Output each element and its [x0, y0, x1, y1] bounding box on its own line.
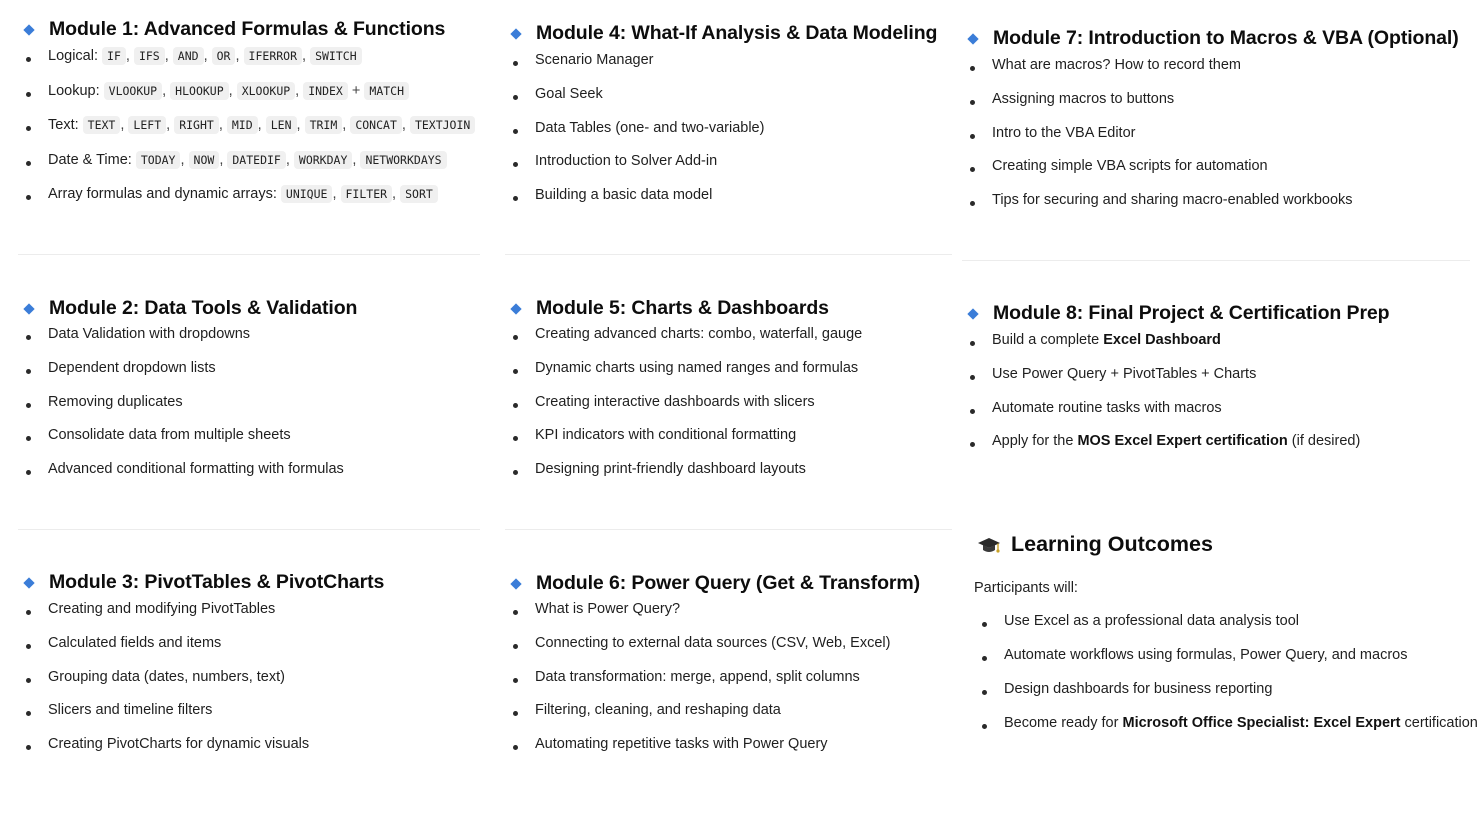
separator: , — [342, 117, 351, 133]
separator: , — [257, 117, 266, 133]
item-label: Text: — [48, 117, 79, 133]
code-function: NOW — [189, 151, 220, 169]
divider — [505, 254, 952, 255]
code-function: TEXT — [83, 116, 121, 134]
bullet-dot — [513, 711, 518, 716]
code-function: WORKDAY — [294, 151, 352, 169]
list-item — [992, 433, 1360, 449]
code-function: LEFT — [128, 116, 166, 134]
list-item: Automate routine tasks with macros — [992, 399, 1222, 416]
code-function: TRIM — [305, 116, 343, 134]
diamond-bullet-icon — [510, 578, 521, 589]
list-item: Goal Seek — [535, 85, 603, 102]
code-function: TEXTJOIN — [410, 116, 475, 134]
bullet-dot — [26, 161, 31, 166]
list-item: Design dashboards for business reporting — [1004, 681, 1273, 697]
diamond-bullet-icon — [23, 24, 34, 35]
module-title: Module 7: Introduction to Macros & VBA (Optional) — [993, 27, 1459, 49]
bullet-dot — [513, 162, 518, 167]
diamond-bullet-icon — [23, 577, 34, 588]
list-item: Grouping data (dates, numbers, text) — [48, 668, 285, 685]
item-label: Lookup: — [48, 82, 100, 99]
list-item: Automating repetitive tasks with Power Query — [535, 736, 828, 753]
bullet-dot — [26, 403, 31, 408]
item-text: (if desired) — [1287, 433, 1361, 450]
bullet-dot — [26, 195, 31, 200]
list-item: KPI indicators with conditional formatting — [535, 427, 797, 444]
separator: , — [302, 48, 311, 64]
bullet-dot — [513, 196, 518, 201]
module-title: Module 1: Advanced Formulas & Functions — [49, 18, 446, 40]
separator: , — [285, 151, 294, 168]
diamond-bullet-icon — [23, 303, 34, 314]
bullet-dot — [26, 644, 31, 649]
code-function: XLOOKUP — [237, 82, 295, 100]
code-function: AND — [173, 47, 204, 65]
code-function: LEN — [266, 116, 297, 134]
bullet-dot — [513, 61, 518, 66]
bullet-dot — [970, 167, 975, 172]
separator: , — [401, 117, 410, 133]
item-label: Array formulas and dynamic arrays: — [48, 186, 277, 202]
code-function: TODAY — [136, 151, 181, 169]
bullet-dot — [26, 335, 31, 340]
code-function: VLOOKUP — [104, 82, 162, 100]
list-item: What are macros? How to record them — [992, 57, 1242, 73]
bullet-dot — [970, 409, 975, 414]
module-title: Module 3: PivotTables & PivotCharts — [49, 571, 385, 593]
item-text: Apply for the — [992, 433, 1078, 450]
code-function: NETWORKDAYS — [360, 151, 446, 169]
separator: , — [392, 186, 401, 202]
bullet-dot — [513, 470, 518, 475]
list-item: Building a basic data model — [535, 187, 713, 204]
separator: , — [295, 82, 304, 99]
module-title: Module 6: Power Query (Get & Transform) — [536, 572, 920, 594]
bullet-dot — [26, 92, 31, 97]
list-item: Use Power Query + PivotTables + Charts — [992, 365, 1257, 382]
separator: , — [166, 117, 175, 133]
divider — [505, 529, 952, 530]
list-item: Data transformation: merge, append, split columns — [535, 668, 860, 685]
list-item: Introduction to Solver Add-in — [535, 153, 718, 170]
diamond-bullet-icon — [967, 33, 978, 44]
bullet-dot — [513, 678, 518, 683]
bullet-dot — [26, 436, 31, 441]
list-item: Dynamic charts using named ranges and formulas — [535, 359, 859, 376]
item-text: Build a complete — [992, 332, 1104, 348]
bullet-dot — [970, 375, 975, 380]
list-item: Use Excel as a professional data analysis tool — [1004, 613, 1299, 629]
divider — [18, 529, 480, 530]
list-item: Filtering, cleaning, and reshaping data — [535, 702, 781, 719]
list-item — [48, 186, 438, 202]
list-item — [48, 152, 447, 168]
bullet-dot — [26, 470, 31, 475]
diamond-bullet-icon — [510, 303, 521, 314]
separator: , — [218, 117, 227, 133]
list-item: Creating simple VBA scripts for automation — [992, 158, 1268, 175]
code-function: IFERROR — [244, 47, 302, 65]
bullet-dot — [513, 403, 518, 408]
list-item: Creating PivotCharts for dynamic visuals — [48, 736, 310, 753]
bullet-dot — [970, 66, 975, 71]
separator: , — [332, 186, 341, 202]
bullet-dot — [970, 134, 975, 139]
code-function: MID — [227, 116, 258, 134]
list-item: What is Power Query? — [535, 601, 681, 617]
list-item: Dependent dropdown lists — [48, 359, 216, 376]
separator: , — [164, 48, 173, 64]
code-function: HLOOKUP — [170, 82, 228, 100]
code-function: IFS — [134, 47, 165, 65]
bullet-dot — [970, 341, 975, 346]
list-item: Intro to the VBA Editor — [992, 124, 1136, 141]
list-item: Data Tables (one- and two-variable) — [535, 119, 765, 136]
bullet-dot — [26, 369, 31, 374]
list-item: Assigning macros to buttons — [992, 90, 1175, 107]
list-item — [48, 117, 475, 133]
list-item: Creating advanced charts: combo, waterfall, gauge — [535, 326, 863, 342]
bullet-dot — [513, 745, 518, 750]
list-item: Creating and modifying PivotTables — [48, 601, 276, 617]
separator: , — [162, 82, 171, 99]
module-title: Module 4: What-If Analysis & Data Modeling — [536, 22, 938, 44]
list-item — [48, 48, 362, 64]
bullet-dot — [513, 644, 518, 649]
bullet-dot — [970, 100, 975, 105]
bullet-dot — [26, 126, 31, 131]
list-item: Creating interactive dashboards with slicers — [535, 393, 815, 410]
list-item: Tips for securing and sharing macro-enabled workbooks — [992, 192, 1353, 209]
list-item: Designing print-friendly dashboard layouts — [535, 461, 806, 478]
divider — [18, 254, 480, 255]
graduation-cap-icon — [977, 535, 1001, 557]
separator: , — [235, 48, 244, 64]
list-item — [48, 83, 409, 99]
code-function: FILTER — [341, 185, 393, 203]
module-title: Module 5: Charts & Dashboards — [536, 297, 829, 319]
diamond-bullet-icon — [510, 28, 521, 39]
bullet-dot — [26, 678, 31, 683]
list-item: Advanced conditional formatting with formulas — [48, 461, 344, 478]
code-function: SWITCH — [310, 47, 362, 65]
code-function: DATEDIF — [227, 151, 285, 169]
separator: , — [125, 48, 134, 64]
code-function: RIGHT — [174, 116, 219, 134]
bullet-dot — [513, 436, 518, 441]
item-label: Date & Time: — [48, 151, 132, 168]
bullet-dot — [26, 610, 31, 615]
code-function: UNIQUE — [281, 185, 333, 203]
bullet-dot — [982, 622, 987, 627]
bullet-dot — [26, 57, 31, 62]
separator: , — [296, 117, 305, 133]
module-title: Module 2: Data Tools & Validation — [49, 297, 358, 319]
separator: , — [120, 117, 129, 133]
separator: , — [203, 48, 212, 64]
separator: , — [352, 151, 361, 168]
bullet-dot — [982, 690, 987, 695]
item-label: Logical: — [48, 48, 98, 64]
divider — [962, 260, 1470, 261]
bullet-dot — [513, 95, 518, 100]
bullet-dot — [513, 610, 518, 615]
list-item: Scenario Manager — [535, 52, 654, 68]
list-item: Automate workflows using formulas, Power Query, and macros — [1004, 647, 1408, 663]
code-function: CONCAT — [350, 116, 402, 134]
code-function: SORT — [400, 185, 438, 203]
list-item: Connecting to external data sources (CSV, Web, Excel) — [535, 634, 891, 651]
bullet-dot — [982, 656, 987, 661]
diamond-bullet-icon — [967, 308, 978, 319]
bullet-dot — [513, 129, 518, 134]
item-emphasis: Microsoft Office Specialist: Excel Expert — [1122, 715, 1401, 731]
separator: + — [347, 82, 365, 99]
bullet-dot — [513, 369, 518, 374]
bullet-dot — [982, 724, 987, 729]
list-item: Removing duplicates — [48, 393, 183, 410]
item-emphasis: MOS Excel Expert certification — [1077, 433, 1288, 450]
learning-outcomes-title: Learning Outcomes — [1011, 532, 1213, 556]
code-function: OR — [212, 47, 236, 65]
item-emphasis: Excel Dashboard — [1103, 332, 1221, 348]
bullet-dot — [970, 442, 975, 447]
list-item: Slicers and timeline filters — [48, 702, 213, 719]
bullet-dot — [970, 201, 975, 206]
separator: , — [180, 151, 189, 168]
list-item: Consolidate data from multiple sheets — [48, 427, 291, 444]
code-function: INDEX — [303, 82, 348, 100]
list-item — [992, 332, 1221, 348]
list-item: Calculated fields and items — [48, 634, 222, 651]
code-function: MATCH — [364, 82, 409, 100]
item-text: Become ready for — [1004, 715, 1123, 731]
list-item: Data Validation with dropdowns — [48, 326, 251, 342]
bullet-dot — [513, 335, 518, 340]
item-text: certification — [1400, 715, 1478, 731]
learning-outcomes-intro: Participants will: — [974, 580, 1078, 596]
module-title: Module 8: Final Project & Certification Prep — [993, 302, 1390, 324]
separator: , — [228, 82, 237, 99]
list-item — [1004, 715, 1478, 731]
bullet-dot — [26, 711, 31, 716]
bullet-dot — [26, 745, 31, 750]
code-function: IF — [102, 47, 126, 65]
separator: , — [219, 151, 228, 168]
